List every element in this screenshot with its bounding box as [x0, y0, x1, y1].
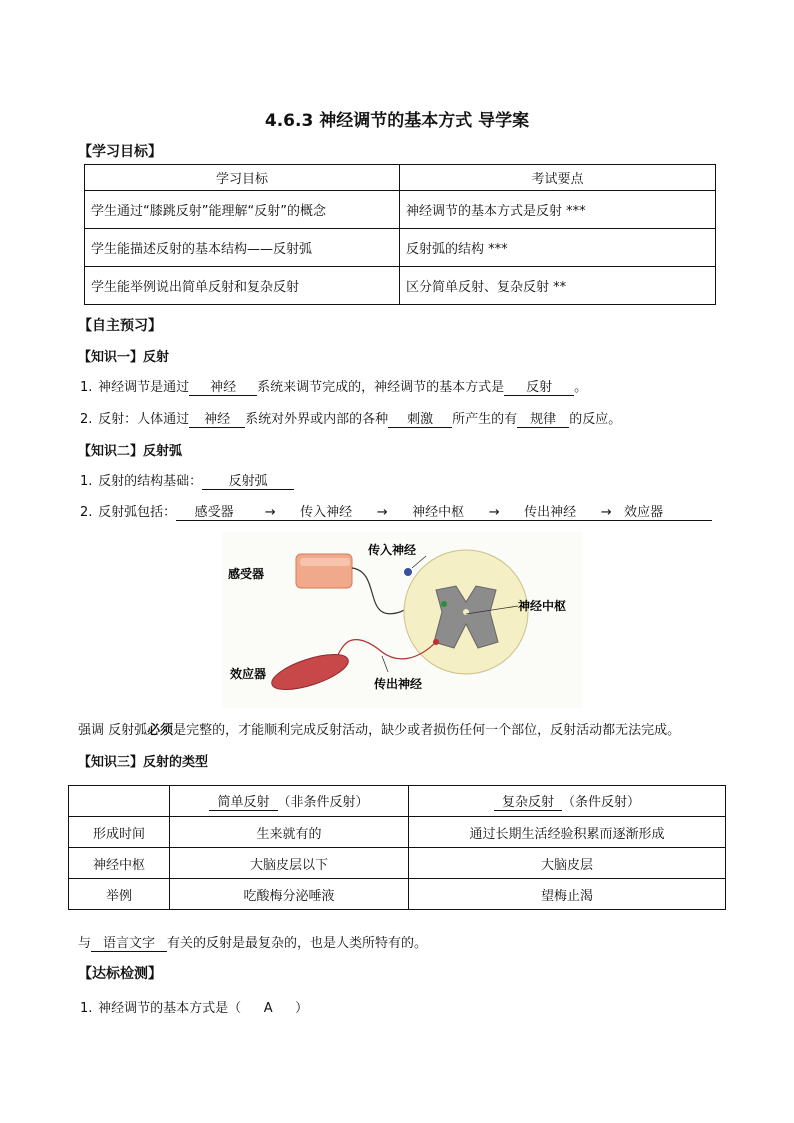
- row-label: 举例: [69, 879, 170, 910]
- ganglion-dot: [404, 568, 412, 576]
- text: （非条件反射）: [277, 795, 369, 810]
- fill-blank: 反射弧: [202, 470, 294, 490]
- receptor-highlight: [300, 558, 350, 566]
- fill-blank: 传出神经: [524, 505, 577, 520]
- text: 反射的结构基础：: [98, 474, 203, 489]
- fill-blank: 神经中枢: [412, 505, 465, 520]
- text: 强调 反射弧: [78, 723, 148, 738]
- text: （条件反射）: [562, 795, 641, 810]
- text: 的反应。: [569, 412, 622, 427]
- label-effector: 效应器: [230, 667, 267, 681]
- simple-reflex-header: [170, 786, 409, 817]
- simple-cell: 大脑皮层以下: [170, 848, 409, 879]
- line-number: 1.: [80, 474, 93, 489]
- text: 系统来调节完成的，神经调节的基本方式是: [257, 380, 505, 395]
- arrow: →: [264, 505, 276, 520]
- knowledge1-line1: [80, 376, 587, 396]
- text: 系统对外界或内部的各种: [245, 412, 389, 427]
- text: 与: [78, 936, 92, 951]
- row-label: 神经中枢: [69, 848, 170, 879]
- text: 有关的反射是最复杂的，也是人类所特有的。: [167, 936, 428, 951]
- knowledge2-line1: [80, 470, 294, 490]
- central-canal: [463, 609, 469, 615]
- complex-reflex-header: [409, 786, 726, 817]
- knowledge2-line2: [80, 501, 712, 521]
- fill-blank: 效应器: [624, 505, 664, 520]
- knowledge1-title: 【知识一】反射: [78, 350, 170, 365]
- fill-blank: 反射: [504, 376, 574, 396]
- knowledge2-title: 【知识二】反射弧: [78, 444, 183, 459]
- interneuron-dot: [441, 601, 447, 607]
- question-text: 神经调节的基本方式是（: [98, 1001, 242, 1016]
- complex-cell: 通过长期生活经验积累而逐渐形成: [409, 817, 726, 848]
- question-1: [80, 997, 308, 1016]
- blank-complex: 复杂反射: [494, 791, 562, 811]
- label-afferent: 传入神经: [368, 543, 417, 557]
- text: 神经调节是通过: [98, 380, 190, 395]
- simple-cell: 吃酸梅分泌唾液: [170, 879, 409, 910]
- simple-cell: 生来就有的: [170, 817, 409, 848]
- goal-cell: 学生能举例说出简单反射和复杂反射: [85, 267, 400, 305]
- complex-cell: 大脑皮层: [409, 848, 726, 879]
- text: 反射：人体通过: [98, 412, 190, 427]
- fill-blank: 规律: [517, 408, 569, 428]
- check-header: 【达标检测】: [78, 966, 162, 982]
- goal-cell: 学生通过“膝跳反射”能理解“反射”的概念: [85, 191, 400, 229]
- fill-blank: 传入神经: [300, 505, 353, 520]
- fill-blank: 神经: [189, 408, 245, 428]
- arrow: →: [376, 505, 388, 520]
- reflex-arc-parts: [176, 501, 712, 521]
- emphasis-word: 必须: [147, 723, 174, 738]
- language-reflex-line: [78, 932, 427, 952]
- emphasis-note: [78, 719, 680, 738]
- line-number: 1.: [80, 1001, 93, 1016]
- text: ）: [295, 1001, 309, 1016]
- complex-cell: 望梅止渴: [409, 879, 726, 910]
- exam-point-cell: 神经调节的基本方式是反射 ***: [400, 191, 716, 229]
- goals-table: [84, 164, 716, 305]
- fill-blank: 语言文字: [91, 932, 167, 952]
- exam-point-cell: 区分简单反射、复杂反射 **: [400, 267, 716, 305]
- reflex-arc-diagram: [222, 532, 582, 708]
- line-number: 1.: [80, 380, 93, 395]
- page-title: 4.6.3 神经调节的基本方式 导学案: [264, 111, 530, 131]
- knowledge3-title: 【知识三】反射的类型: [78, 755, 209, 770]
- answer: A: [263, 1001, 273, 1016]
- label-receptor: 感受器: [228, 567, 265, 581]
- goals-header: 【学习目标】: [78, 144, 162, 160]
- knowledge1-line2: [80, 408, 621, 428]
- text: 。: [574, 380, 588, 395]
- fill-blank: 神经: [189, 376, 257, 396]
- row-label: 形成时间: [69, 817, 170, 848]
- label-center: 神经中枢: [518, 599, 567, 613]
- label-efferent: 传出神经: [374, 677, 423, 691]
- empty-cell: [69, 786, 170, 817]
- arrow: →: [600, 505, 612, 520]
- preview-header: 【自主预习】: [78, 318, 162, 334]
- goals-col-header: 学习目标: [85, 165, 400, 191]
- arrow: →: [488, 505, 500, 520]
- text: 所产生的有: [452, 412, 518, 427]
- fill-blank: 感受器: [194, 505, 234, 520]
- reflex-types-table: [68, 785, 726, 910]
- line-number: 2.: [80, 412, 93, 427]
- blank-simple: 简单反射: [209, 791, 277, 811]
- text: 反射弧包括：: [98, 505, 177, 520]
- fill-blank: 刺激: [388, 408, 452, 428]
- goals-col-header: 考试要点: [400, 165, 716, 191]
- line-number: 2.: [80, 505, 93, 520]
- goal-cell: 学生能描述反射的基本结构——反射弧: [85, 229, 400, 267]
- exam-point-cell: 反射弧的结构 ***: [400, 229, 716, 267]
- text: 是完整的，才能顺利完成反射活动，缺少或者损伤任何一个部位，反射活动都无法完成。: [173, 723, 681, 738]
